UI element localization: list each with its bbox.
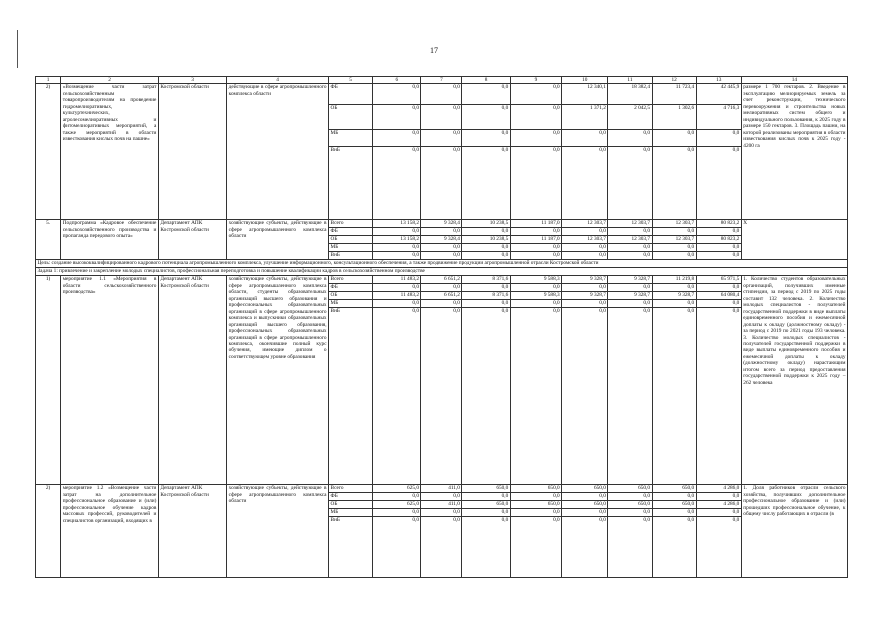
funding-value: 650,0 — [510, 485, 561, 493]
responsible-executor: Костромской области — [158, 84, 226, 220]
funding-value: 0,0 — [562, 509, 608, 517]
funding-value: 0,0 — [652, 228, 696, 236]
funding-value: 0,0 — [562, 252, 608, 260]
funding-value: 18 382,4 — [608, 84, 652, 105]
column-number-cell: 10 — [562, 77, 608, 84]
funding-value: 0,0 — [562, 493, 608, 501]
column-number-cell: 6 — [373, 77, 421, 84]
column-number-cell: 14 — [741, 77, 847, 84]
funding-value: 0,0 — [696, 228, 741, 236]
funding-value: 0,0 — [608, 130, 652, 147]
participants: хозяйствующие субъекты, действующие в сфере агропромышленного комплекса области, студенты образовательных организаций высшего образования и профессиональных образовательных организаций в сфере агропромышленного комплекса и выпускники образовательных организаций высшего образования, профессиональных образовательных организаций в сфере агропромышленного комплекса, окончившие полный курс обучения, имеющие диплом о соответствующем уровне образования — [227, 276, 329, 485]
table-row — [36, 84, 848, 105]
funding-value: 0,0 — [373, 252, 421, 260]
margin-mark — [17, 30, 18, 68]
funding-value: 0,0 — [510, 105, 561, 130]
funding-value: 12 340,1 — [562, 84, 608, 105]
funding-source: ВнБ — [329, 252, 373, 260]
column-number-cell: 9 — [510, 77, 561, 84]
funding-value: 0,0 — [696, 147, 741, 220]
funding-value: 0,0 — [421, 284, 462, 292]
funding-value: 0,0 — [421, 130, 462, 147]
funding-value: 0,0 — [462, 105, 510, 130]
funding-value: 6 651,2 — [421, 276, 462, 284]
funding-value: 0,0 — [652, 147, 696, 220]
funding-value: 11 483,2 — [373, 292, 421, 300]
funding-source: ФБ — [329, 84, 373, 105]
expected-result: 1. Количество студентов образовательных организаций, получивших именные стипендии, за период с 2019 по 2025 годы составит 132 человека. 2. Количество молодых специалистов - получателей государственной поддержки в виде выплаты единовременного пособия и ежемесячной доплаты к окладу (должностному окладу) - за период с 2019 по 2021 годы 193 человека. 3. Количество молодых специалистов - получателей государственной поддержки в виде выплаты единовременного пособия и ежемесячной доплаты к окладу (должностному окладу) нарастающим итогом всего за период предоставления государственной поддержки к 2025 году – 262 человека — [741, 276, 847, 485]
funding-source: ОБ — [329, 292, 373, 300]
funding-value: 0,0 — [510, 308, 561, 485]
funding-value: 0,0 — [462, 147, 510, 220]
funding-value: 0,0 — [696, 509, 741, 517]
measure-name: мероприятие 1.1 «Мероприятия в области сельскохозяйственного производства» — [61, 276, 159, 485]
funding-value: 0,0 — [652, 517, 696, 578]
funding-source: МБ — [329, 244, 373, 252]
funding-value: 0,0 — [608, 228, 652, 236]
table-row — [36, 485, 848, 493]
measure-name: Подпрограмма «Кадровое обеспечение сельскохозяйственного производства и пропаганда передового опыта» — [61, 220, 159, 260]
column-number-cell: 3 — [158, 77, 226, 84]
funding-value: 0,0 — [652, 509, 696, 517]
funding-value: 411,0 — [421, 485, 462, 493]
funding-value: 0,0 — [652, 284, 696, 292]
funding-source: ФБ — [329, 284, 373, 292]
funding-source: ВнБ — [329, 308, 373, 485]
funding-value: 9 328,7 — [562, 292, 608, 300]
funding-value: 0,0 — [696, 300, 741, 308]
funding-value: 0,0 — [462, 517, 510, 578]
funding-value: 0,0 — [510, 84, 561, 105]
column-number-cell: 7 — [421, 77, 462, 84]
funding-value: 650,0 — [462, 485, 510, 493]
funding-source: ФБ — [329, 228, 373, 236]
funding-value: 0,0 — [462, 493, 510, 501]
row-number: 2) — [36, 84, 61, 220]
funding-source: ОБ — [329, 105, 373, 130]
funding-value: 9 588,3 — [510, 276, 561, 284]
column-number-cell: 4 — [227, 77, 329, 84]
funding-source: ОБ — [329, 236, 373, 244]
funding-value: 625,0 — [373, 501, 421, 509]
funding-value: 0,0 — [421, 509, 462, 517]
funding-value: 0,0 — [421, 228, 462, 236]
funding-value: 0,0 — [510, 228, 561, 236]
funding-source: МБ — [329, 130, 373, 147]
funding-value: 650,0 — [562, 485, 608, 493]
expected-result: размере 1 700 гектаров. 2. Введение в эксплуатацию мелиорируемых земель за счет реконструкции, технического перевооружения и строительства новых мелиоративных систем общего и индивидуального пользования, к 2025 году в размере 150 гектаров. 3. Площадь пашни, на которой реализованы мероприятия в области известкования кислых почв к 2025 году - 4200 га — [741, 84, 847, 220]
funding-value: 0,0 — [373, 244, 421, 252]
funding-value: 0,0 — [608, 300, 652, 308]
funding-value: 0,0 — [652, 308, 696, 485]
funding-value: 0,0 — [373, 105, 421, 130]
column-number-row — [36, 77, 848, 84]
column-number-cell: 12 — [652, 77, 696, 84]
row-number: 2) — [36, 485, 61, 578]
funding-value: 650,0 — [608, 501, 652, 509]
funding-value: 0,0 — [608, 244, 652, 252]
responsible-executor: Департамент АПК Костромской области — [158, 485, 226, 578]
funding-source: МБ — [329, 300, 373, 308]
funding-value: 0,0 — [421, 105, 462, 130]
funding-value: 0,0 — [510, 509, 561, 517]
funding-value: 0,0 — [562, 284, 608, 292]
funding-value: 0,0 — [462, 130, 510, 147]
funding-value: 0,0 — [696, 244, 741, 252]
funding-value: 0,0 — [373, 308, 421, 485]
funding-value: 12 303,7 — [562, 236, 608, 244]
funding-value: 0,0 — [696, 308, 741, 485]
funding-value: 64 080,4 — [696, 292, 741, 300]
goal-row — [36, 260, 848, 268]
funding-value: 65 971,5 — [696, 276, 741, 284]
funding-value: 42 445,9 — [696, 84, 741, 105]
funding-value: 12 303,7 — [562, 220, 608, 228]
funding-value: 0,0 — [462, 300, 510, 308]
funding-value: 0,0 — [696, 130, 741, 147]
funding-value: 12 303,7 — [652, 220, 696, 228]
row-number: 5. — [36, 220, 61, 260]
funding-value: 0,0 — [652, 130, 696, 147]
funding-value: 0,0 — [462, 228, 510, 236]
funding-value: 0,0 — [696, 493, 741, 501]
funding-value: 0,0 — [562, 244, 608, 252]
funding-value: 0,0 — [608, 493, 652, 501]
funding-value: 0,0 — [421, 147, 462, 220]
funding-value: 4 286,0 — [696, 485, 741, 493]
funding-value: 0,0 — [373, 84, 421, 105]
column-number-cell: 11 — [608, 77, 652, 84]
funding-value: 0,0 — [510, 147, 561, 220]
funding-value: 0,0 — [608, 517, 652, 578]
page-number: 17 — [430, 46, 438, 55]
column-number-cell: 1 — [36, 77, 61, 84]
funding-value: 650,0 — [462, 501, 510, 509]
funding-value: 650,0 — [562, 501, 608, 509]
funding-value: 9 328,4 — [421, 220, 462, 228]
column-number-cell: 2 — [61, 77, 159, 84]
funding-value: 0,0 — [562, 308, 608, 485]
funding-value: 1 371,2 — [562, 105, 608, 130]
funding-value: 12 303,7 — [608, 220, 652, 228]
funding-value: 0,0 — [421, 517, 462, 578]
task-row — [36, 268, 848, 276]
funding-value: 0,0 — [608, 147, 652, 220]
responsible-executor: Департамент АПК Костромской области — [158, 276, 226, 485]
funding-source: Всего — [329, 485, 373, 493]
funding-value: 0,0 — [462, 244, 510, 252]
task-row-text: Задача 1: привлечение и закрепление молодых специалистов, профессиональная переподготовка и повышение квалификации кадров в сельскохозяйственном производстве — [36, 268, 848, 276]
funding-value: 9 328,7 — [562, 276, 608, 284]
funding-value: 0,0 — [462, 509, 510, 517]
funding-source: Всего — [329, 276, 373, 284]
funding-value: 10 238,5 — [462, 236, 510, 244]
funding-value: 0,0 — [562, 517, 608, 578]
funding-source: Всего — [329, 220, 373, 228]
participants: хозяйствующие субъекты, действующие в сфере агропромышленного комплекса области — [227, 485, 329, 578]
funding-value: 10 238,5 — [462, 220, 510, 228]
funding-value: 11 723,4 — [652, 84, 696, 105]
funding-value: 0,0 — [562, 300, 608, 308]
funding-value: 0,0 — [562, 228, 608, 236]
funding-value: 11 187,0 — [510, 220, 561, 228]
funding-value: 9 328,7 — [652, 292, 696, 300]
column-number-cell: 13 — [696, 77, 741, 84]
funding-value: 0,0 — [652, 300, 696, 308]
funding-value: 0,0 — [373, 228, 421, 236]
funding-value: 0,0 — [462, 84, 510, 105]
funding-value: 0,0 — [562, 130, 608, 147]
funding-value: 9 328,4 — [421, 236, 462, 244]
funding-value: 411,0 — [421, 501, 462, 509]
funding-value: 13 158,2 — [373, 220, 421, 228]
funding-value: 12 303,7 — [608, 236, 652, 244]
funding-value: 4 716,3 — [696, 105, 741, 130]
funding-value: 0,0 — [608, 308, 652, 485]
funding-value: 4 286,0 — [696, 501, 741, 509]
funding-value: 0,0 — [421, 252, 462, 260]
funding-value: 13 158,2 — [373, 236, 421, 244]
funding-value: 0,0 — [696, 517, 741, 578]
funding-value: 0,0 — [696, 284, 741, 292]
funding-value: 650,0 — [608, 485, 652, 493]
funding-value: 12 303,7 — [652, 236, 696, 244]
funding-value: 0,0 — [510, 517, 561, 578]
funding-value: 0,0 — [373, 147, 421, 220]
table-row — [36, 220, 848, 228]
funding-value: 0,0 — [373, 300, 421, 308]
funding-value: 0,0 — [510, 252, 561, 260]
table-row — [36, 276, 848, 284]
measure-name: «Возмещение части затрат сельскохозяйственным товаропроизводителям на проведение гидромелиоративных, культуртехнических, агролесомелиоративных и фитомелиоративных мероприятий, а также мероприятий в области известкования кислых почв на пашне» — [61, 84, 159, 220]
funding-value: 8 371,6 — [462, 276, 510, 284]
funding-value: 0,0 — [373, 509, 421, 517]
funding-value: 80 823,2 — [696, 236, 741, 244]
funding-value: 0,0 — [608, 284, 652, 292]
funding-value: 650,0 — [510, 501, 561, 509]
funding-value: 9 328,7 — [608, 276, 652, 284]
funding-value: 0,0 — [421, 493, 462, 501]
funding-value: 0,0 — [510, 284, 561, 292]
funding-source: ВнБ — [329, 147, 373, 220]
funding-value: 0,0 — [510, 244, 561, 252]
funding-value: 0,0 — [652, 252, 696, 260]
funding-value: 0,0 — [462, 308, 510, 485]
goal-row-text: Цель: создание высококвалифицированного кадрового потенциала агропромышленного комплекса, улучшение информационного, консультационного обеспечения, а также продвижение продукции агропромышленной отрасли Костромской области — [36, 260, 848, 268]
funding-value: 0,0 — [421, 300, 462, 308]
expected-result: 1. Доля работников отрасли сельского хозяйства, получивших дополнительное профессиональное образование и (или) прошедших профессиональное обучение, к общему числу работающих в отрасли (в — [741, 485, 847, 578]
funding-value: 11 219,8 — [652, 276, 696, 284]
funding-value: 0,0 — [562, 147, 608, 220]
funding-value: 0,0 — [373, 130, 421, 147]
funding-value: 0,0 — [373, 517, 421, 578]
measure-name: мероприятие 1.2 «Возмещение части затрат на дополнительное профессиональное образование и (или) профессиональное обучение кадров массовых профессий, руководителей и специалистов организаций, входящих в — [61, 485, 159, 578]
funding-value: 9 588,3 — [510, 292, 561, 300]
funding-value: 0,0 — [421, 84, 462, 105]
funding-value: 625,0 — [373, 485, 421, 493]
funding-value: 0,0 — [510, 300, 561, 308]
funding-value: 0,0 — [608, 252, 652, 260]
funding-value: 0,0 — [696, 252, 741, 260]
responsible-executor: Департамент АПК Костромской области — [158, 220, 226, 260]
funding-value: 11 483,2 — [373, 276, 421, 284]
funding-value: 650,0 — [652, 485, 696, 493]
funding-value: 8 371,6 — [462, 292, 510, 300]
funding-value: 650,0 — [652, 501, 696, 509]
expected-result: X — [741, 220, 847, 260]
funding-value: 6 651,2 — [421, 292, 462, 300]
row-number: 1) — [36, 276, 61, 485]
funding-value: 0,0 — [373, 493, 421, 501]
funding-value: 0,0 — [373, 284, 421, 292]
funding-value: 0,0 — [652, 244, 696, 252]
participants: хозяйствующие субъекты, действующие в сфере агропромышленного комплекса области — [227, 220, 329, 260]
funding-source: МБ — [329, 509, 373, 517]
funding-value: 1 302,6 — [652, 105, 696, 130]
funding-source: ВнБ — [329, 517, 373, 578]
funding-value: 0,0 — [510, 130, 561, 147]
funding-value: 0,0 — [608, 509, 652, 517]
participants: действующие в сфере агропромышленного комплекса области — [227, 84, 329, 220]
funding-value: 0,0 — [652, 493, 696, 501]
funding-value: 2 042,5 — [608, 105, 652, 130]
funding-source: ОБ — [329, 501, 373, 509]
program-table — [35, 76, 848, 578]
column-number-cell: 8 — [462, 77, 510, 84]
funding-value: 80 823,2 — [696, 220, 741, 228]
funding-value: 11 187,0 — [510, 236, 561, 244]
column-number-cell: 5 — [329, 77, 373, 84]
funding-value: 0,0 — [421, 244, 462, 252]
funding-value: 0,0 — [462, 252, 510, 260]
funding-value: 0,0 — [462, 284, 510, 292]
funding-value: 0,0 — [510, 493, 561, 501]
funding-value: 0,0 — [421, 308, 462, 485]
funding-value: 9 328,7 — [608, 292, 652, 300]
funding-source: ФБ — [329, 493, 373, 501]
